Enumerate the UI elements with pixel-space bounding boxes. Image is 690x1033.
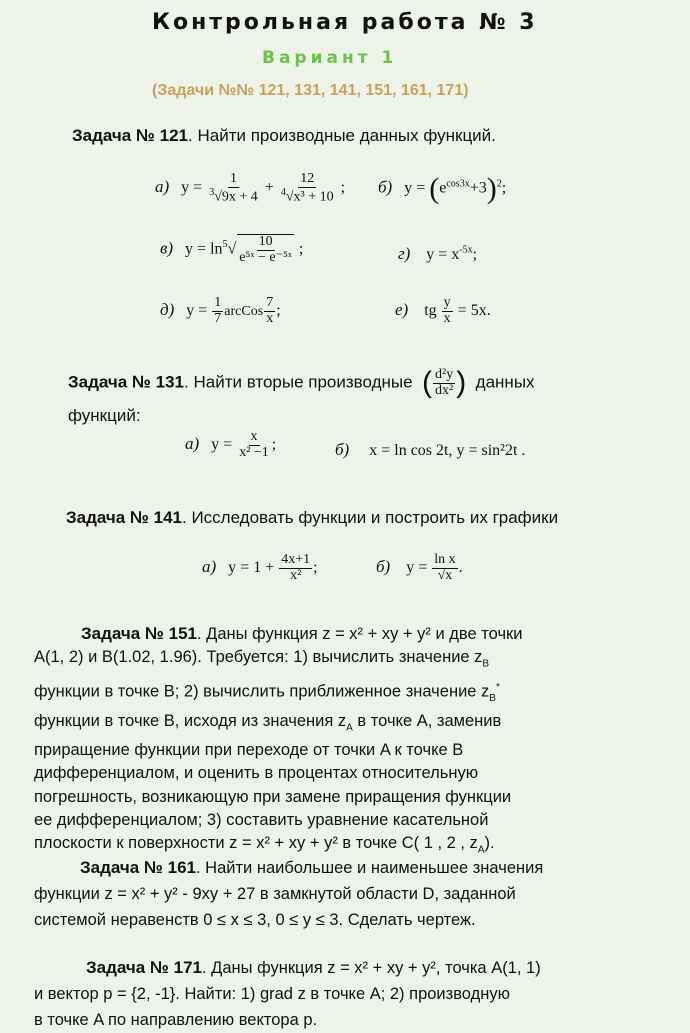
formula-part: y = — [181, 179, 203, 197]
task-text: . Найти вторые производные — [184, 372, 413, 392]
paragraph-line — [34, 786, 634, 809]
paragraph-line — [34, 907, 634, 933]
numerator: 1 — [230, 171, 237, 186]
line-text: погрешность, возникающую при замене приращения функции — [34, 787, 512, 806]
task-121-formula-a — [155, 172, 345, 205]
fraction — [207, 172, 260, 205]
paragraph-line — [34, 762, 634, 785]
formula-part: x = ln cos 2t, y = sin²2t . — [369, 442, 526, 459]
item-label: в) — [160, 238, 174, 258]
task-131-formula-a — [185, 430, 276, 460]
numerator: ln x — [434, 552, 456, 567]
line-text: дифференциалом, и оценить в процентах относительную — [34, 764, 479, 783]
terminator: ; — [501, 179, 507, 197]
variant-label: Вариант 1 — [262, 48, 398, 68]
formula-part: y = x — [426, 246, 460, 263]
paragraph-line — [34, 676, 634, 710]
exponent: cos3x — [446, 178, 470, 190]
line-text: ее дифференциалом; 3) составить уравнение касательной — [34, 810, 489, 829]
task-label: Задача № 121 — [72, 126, 189, 145]
numerator: 4x+1 — [281, 552, 311, 567]
root-index: 3 — [209, 186, 215, 198]
denominator: $^4$√x³ + 10 — [280, 186, 334, 205]
line-text: . Даны функция z = x² + xy + y² и две точки — [197, 625, 523, 643]
task-label: Задача № 151 — [81, 624, 198, 643]
power: 2 — [496, 178, 502, 190]
paragraph-line — [34, 739, 634, 762]
terminator: ; — [340, 179, 346, 197]
item-label: б) — [376, 556, 391, 576]
fraction — [237, 430, 271, 460]
line-text: приращение функции при переходе от точки A к точке B — [34, 741, 464, 760]
denominator: e⁵ˣ − e⁻⁵ˣ — [239, 249, 292, 265]
numerator: 7 — [266, 295, 274, 310]
task-label: Задача № 171 — [86, 958, 203, 977]
task-121-formula-f — [395, 296, 491, 326]
denominator: $^3$√9x + 4 — [209, 186, 258, 205]
fraction — [442, 296, 453, 326]
line-text: функции z = x² + y² - 9xy + 27 в замкнутой области D, заданной — [34, 885, 516, 903]
item-label: д) — [160, 299, 175, 319]
fraction — [264, 296, 275, 326]
fraction — [433, 368, 455, 398]
formula-part: arcCos — [224, 303, 264, 319]
task-141-heading — [66, 508, 558, 528]
radicand: 9x + 4 — [221, 189, 258, 205]
radicand: x³ + 10 — [293, 189, 334, 205]
subscript: B — [489, 692, 496, 704]
item-label: б) — [335, 440, 350, 459]
formula-part: y = — [186, 301, 208, 319]
item-label: б) — [378, 177, 393, 197]
paragraph-line — [34, 646, 634, 676]
line-text: в точке A по направлению вектора p. — [34, 1011, 318, 1029]
task-171-body — [34, 955, 634, 1033]
page-title: Контрольная работа № 3 — [152, 10, 538, 35]
fraction — [432, 553, 457, 583]
task-161-body — [34, 855, 634, 933]
formula-part: +3 — [469, 179, 487, 197]
formula-part: tg — [424, 301, 437, 319]
paragraph-line — [34, 809, 634, 832]
task-121-formula-c: в) $y = \ln^5√$ $\frac{10}{\text{e⁵ˣ − e⁻⁵ˣ}}$ ; — [160, 234, 304, 265]
line-text: . Найти наибольшее и наименьшее значения — [196, 859, 544, 877]
denominator: x — [266, 310, 274, 326]
item-label: е) — [395, 299, 409, 319]
task-text: . Исследовать функции и построить их графики — [182, 508, 559, 527]
fraction — [212, 296, 223, 326]
line-text: . Даны функция z = x² + xy + y², точка A(1, 1) — [202, 959, 541, 977]
plus-sign: + — [264, 179, 274, 197]
item-label: а) — [155, 177, 170, 197]
terminator: ; — [276, 301, 281, 319]
task-121-formula-e — [160, 296, 281, 326]
terminator: . — [458, 558, 463, 576]
numerator: 12 — [300, 171, 315, 186]
line-text: ). — [484, 834, 495, 853]
fraction — [237, 234, 294, 265]
paragraph-line — [34, 981, 634, 1007]
line-text: в точке A, заменив — [357, 711, 502, 730]
base: e — [439, 179, 447, 197]
paragraph-line — [34, 955, 634, 981]
fraction — [279, 172, 336, 205]
task-131-heading: Задача № 131. Найти вторые производные ( $\frac{\text{d²y}}{\text{dx²}}$ ) данных — [68, 366, 535, 399]
paragraph-line — [34, 622, 634, 646]
superscript: * — [495, 681, 500, 693]
task-label: Задача № 131 — [68, 372, 185, 392]
paragraph-line — [34, 1007, 634, 1033]
formula-part: = 5x. — [457, 301, 491, 319]
task-141-formula-a — [202, 553, 318, 583]
paragraph-line — [34, 855, 634, 881]
task-121-formula-d — [398, 244, 477, 264]
terminator: ; — [298, 240, 304, 258]
denominator: x² — [290, 567, 302, 583]
numerator: 1 — [214, 295, 222, 310]
task-131-heading-line2: функций: — [68, 406, 141, 425]
numerator: 10 — [258, 234, 273, 249]
formula-part: y = ln — [185, 240, 223, 258]
item-label: г) — [398, 244, 411, 263]
numerator: x — [250, 429, 258, 444]
denominator: √x — [437, 567, 453, 583]
task-text: . Найти производные данных функций. — [188, 126, 496, 145]
terminator: ; — [271, 435, 277, 453]
task-label: Задача № 141 — [66, 508, 183, 527]
terminator: ; — [313, 558, 318, 576]
fraction — [279, 553, 312, 583]
denominator: x — [443, 310, 451, 326]
root-index: 4 — [280, 186, 286, 198]
task-text: данных — [475, 372, 535, 392]
line-text: функции в точке B, исходя из значения z — [34, 711, 347, 730]
denominator: 7 — [214, 310, 222, 326]
numerator: d²y — [435, 366, 454, 382]
exponent: -5x — [459, 244, 473, 256]
line-text: A(1, 2) и B(1.02, 1.96). Требуется: 1) вычислить значение z — [34, 648, 483, 667]
subscript: B — [482, 658, 490, 670]
root-index: 5 — [222, 239, 228, 251]
task-151-body — [34, 622, 634, 862]
formula-part: y = — [406, 558, 428, 576]
formula-part: y = 1 + — [228, 558, 275, 576]
line-text: и вектор p = {2, -1}. Найти: 1) grad z в точке A; 2) производную — [34, 985, 510, 1003]
paragraph-line — [34, 710, 634, 740]
subscript: A — [346, 722, 353, 733]
task-121-heading — [72, 126, 496, 146]
formula-part: y = — [404, 179, 426, 197]
task-121-formula-b: б) $y = (e^{cos3x}+3)^2$; — [378, 172, 507, 205]
formula-part: y = — [211, 435, 233, 453]
task-141-formula-b — [376, 553, 463, 583]
paragraph-line — [34, 881, 634, 907]
denominator: x² −1 — [239, 444, 269, 460]
item-label: а) — [185, 433, 200, 453]
item-label: а) — [202, 556, 217, 576]
task-label: Задача № 161 — [80, 858, 197, 877]
denominator: dx² — [435, 382, 454, 398]
task-131-formula-b — [335, 440, 525, 460]
subscript: A — [477, 844, 485, 856]
numerator: y — [443, 295, 451, 310]
line-text: системой неравенств 0 ≤ x ≤ 3, 0 ≤ y ≤ 3. Сделать чертеж. — [34, 911, 476, 929]
terminator: ; — [472, 246, 478, 263]
tasks-reference: (Задачи №№ 121, 131, 141, 151, 161, 171) — [152, 82, 469, 99]
line-text: функции в точке B; 2) вычислить приближенное значение z — [34, 682, 490, 701]
line-text: плоскости к поверхности z = x² + xy + y² в точке C( 1 , 2 , z — [34, 834, 478, 853]
